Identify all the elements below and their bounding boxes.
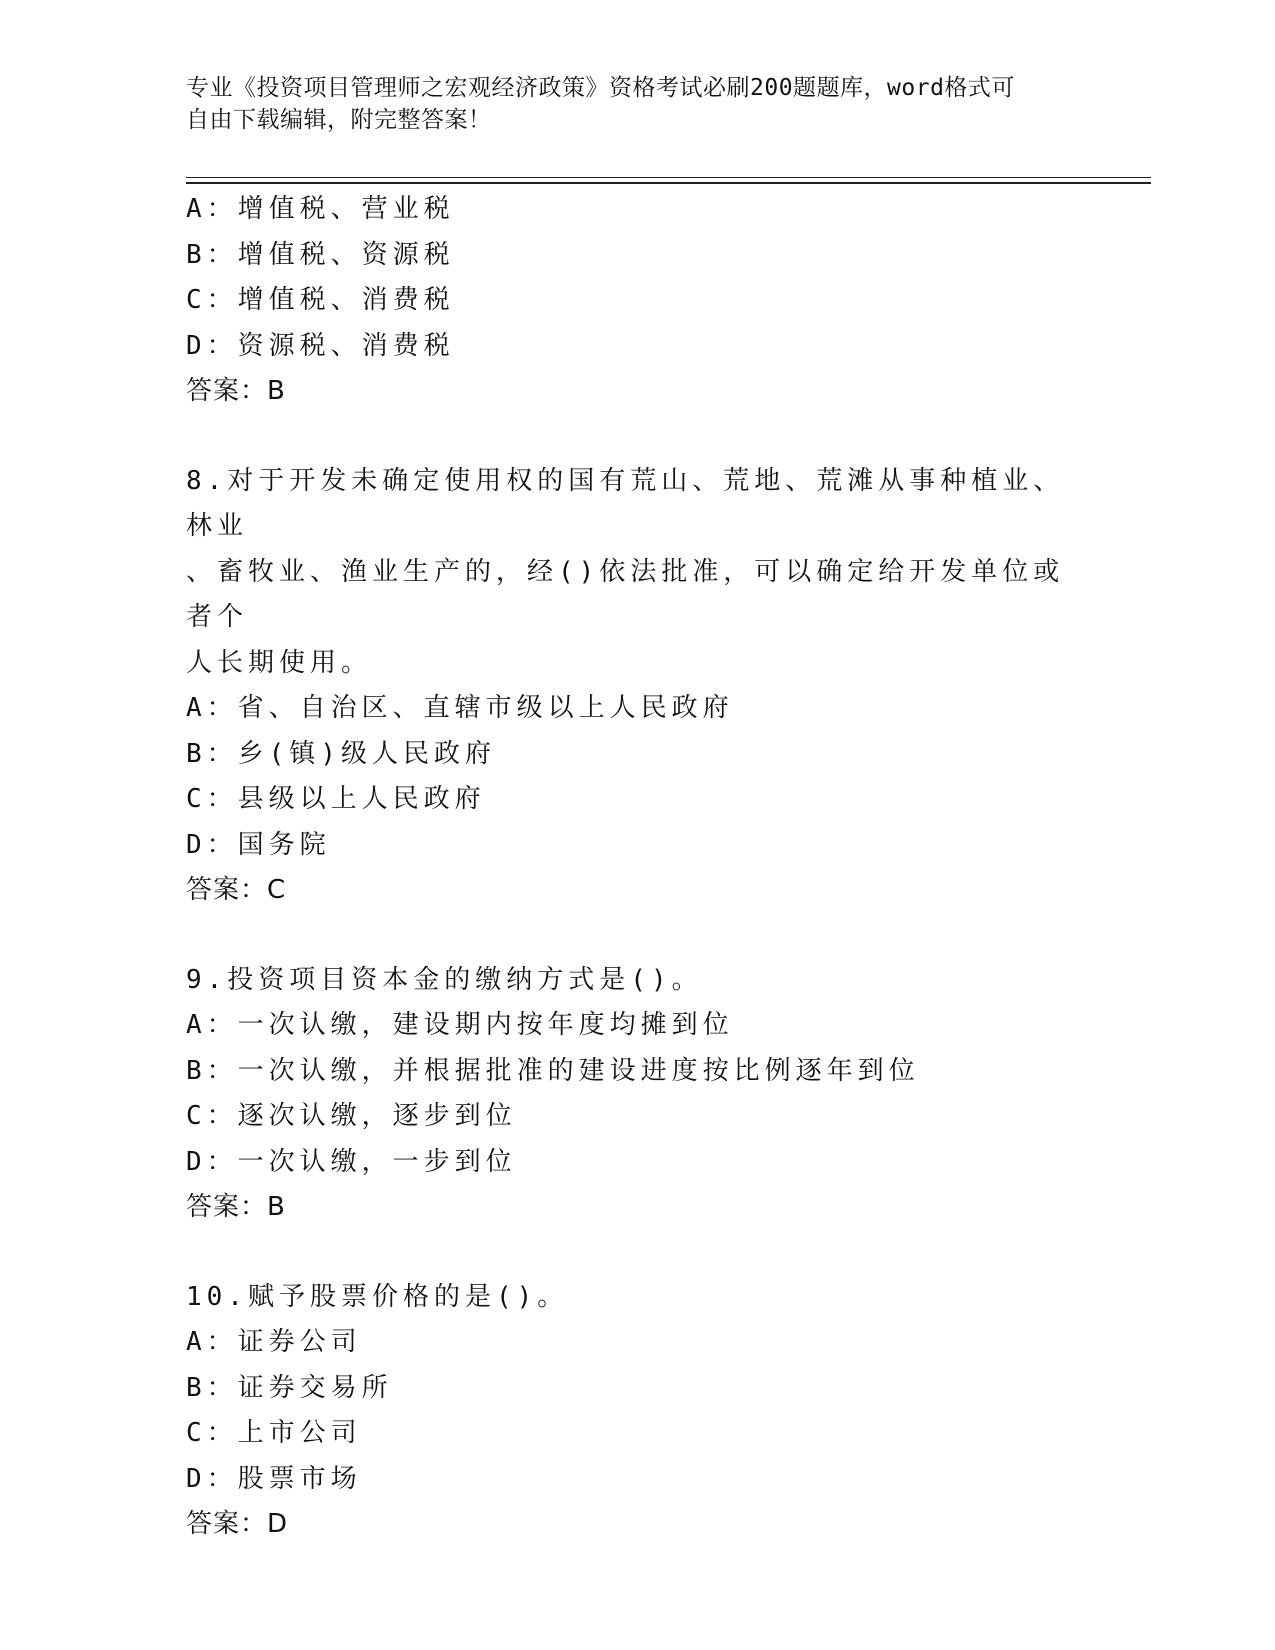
question-gap [186,1231,1086,1275]
header-line-1: 专业《投资项目管理师之宏观经济政策》资格考试必刷200题题库，word格式可 [186,75,1015,101]
question-list [186,187,1086,1548]
answer: 答案：B [186,376,286,406]
question-stem-line: 8.对于开发未确定使用权的国有荒山、荒地、荒滩从事种植业、林业 [186,465,1065,541]
option-a: A：增值税、营业税 [186,194,455,224]
option-b: B：证券交易所 [186,1372,393,1403]
question-stem-line: 人长期使用。 [186,647,373,678]
question-8 [186,459,1086,914]
option-d: D：资源税、消费税 [186,330,455,361]
question-9 [186,958,1086,1231]
document-header [186,72,1086,136]
question-gap [186,415,1086,459]
question-stem-line: 、畜牧业、渔业生产的，经()依法批准，可以确定给开发单位或者个 [186,556,1065,632]
option-a: A：证券公司 [186,1327,362,1357]
header-line-2: 自由下载编辑，附完整答案！ [186,107,492,133]
option-c: C：县级以上人民政府 [186,784,486,814]
answer: 答案：B [186,1192,286,1222]
question-stem-line: 10.赋予股票价格的是()。 [186,1281,569,1312]
option-a: A：一次认缴，建设期内按年度均摊到位 [186,1010,734,1040]
option-c: C：逐次认缴，逐步到位 [186,1101,517,1131]
option-b: B：乡(镇)级人民政府 [186,738,496,769]
option-b: B：增值税、资源税 [186,239,455,270]
answer: 答案：D [186,1509,289,1539]
header-rule-thick [186,182,1151,184]
option-c: C：增值税、消费税 [186,285,455,315]
answer: 答案：C [186,875,287,905]
option-d: D：国务院 [186,829,331,860]
question-7 [186,187,1086,415]
question-gap [186,914,1086,958]
question-stem-line: 9.投资项目资本金的缴纳方式是()。 [186,964,703,995]
option-c: C：上市公司 [186,1418,362,1448]
option-a: A：省、自治区、直辖市级以上人民政府 [186,693,734,723]
option-b: B：一次认缴，并根据批准的建设进度按比例逐年到位 [186,1055,920,1086]
option-d: D：股票市场 [186,1463,362,1494]
option-d: D：一次认缴，一步到位 [186,1146,517,1177]
header-rule-thin [186,177,1151,178]
question-10 [186,1275,1086,1548]
